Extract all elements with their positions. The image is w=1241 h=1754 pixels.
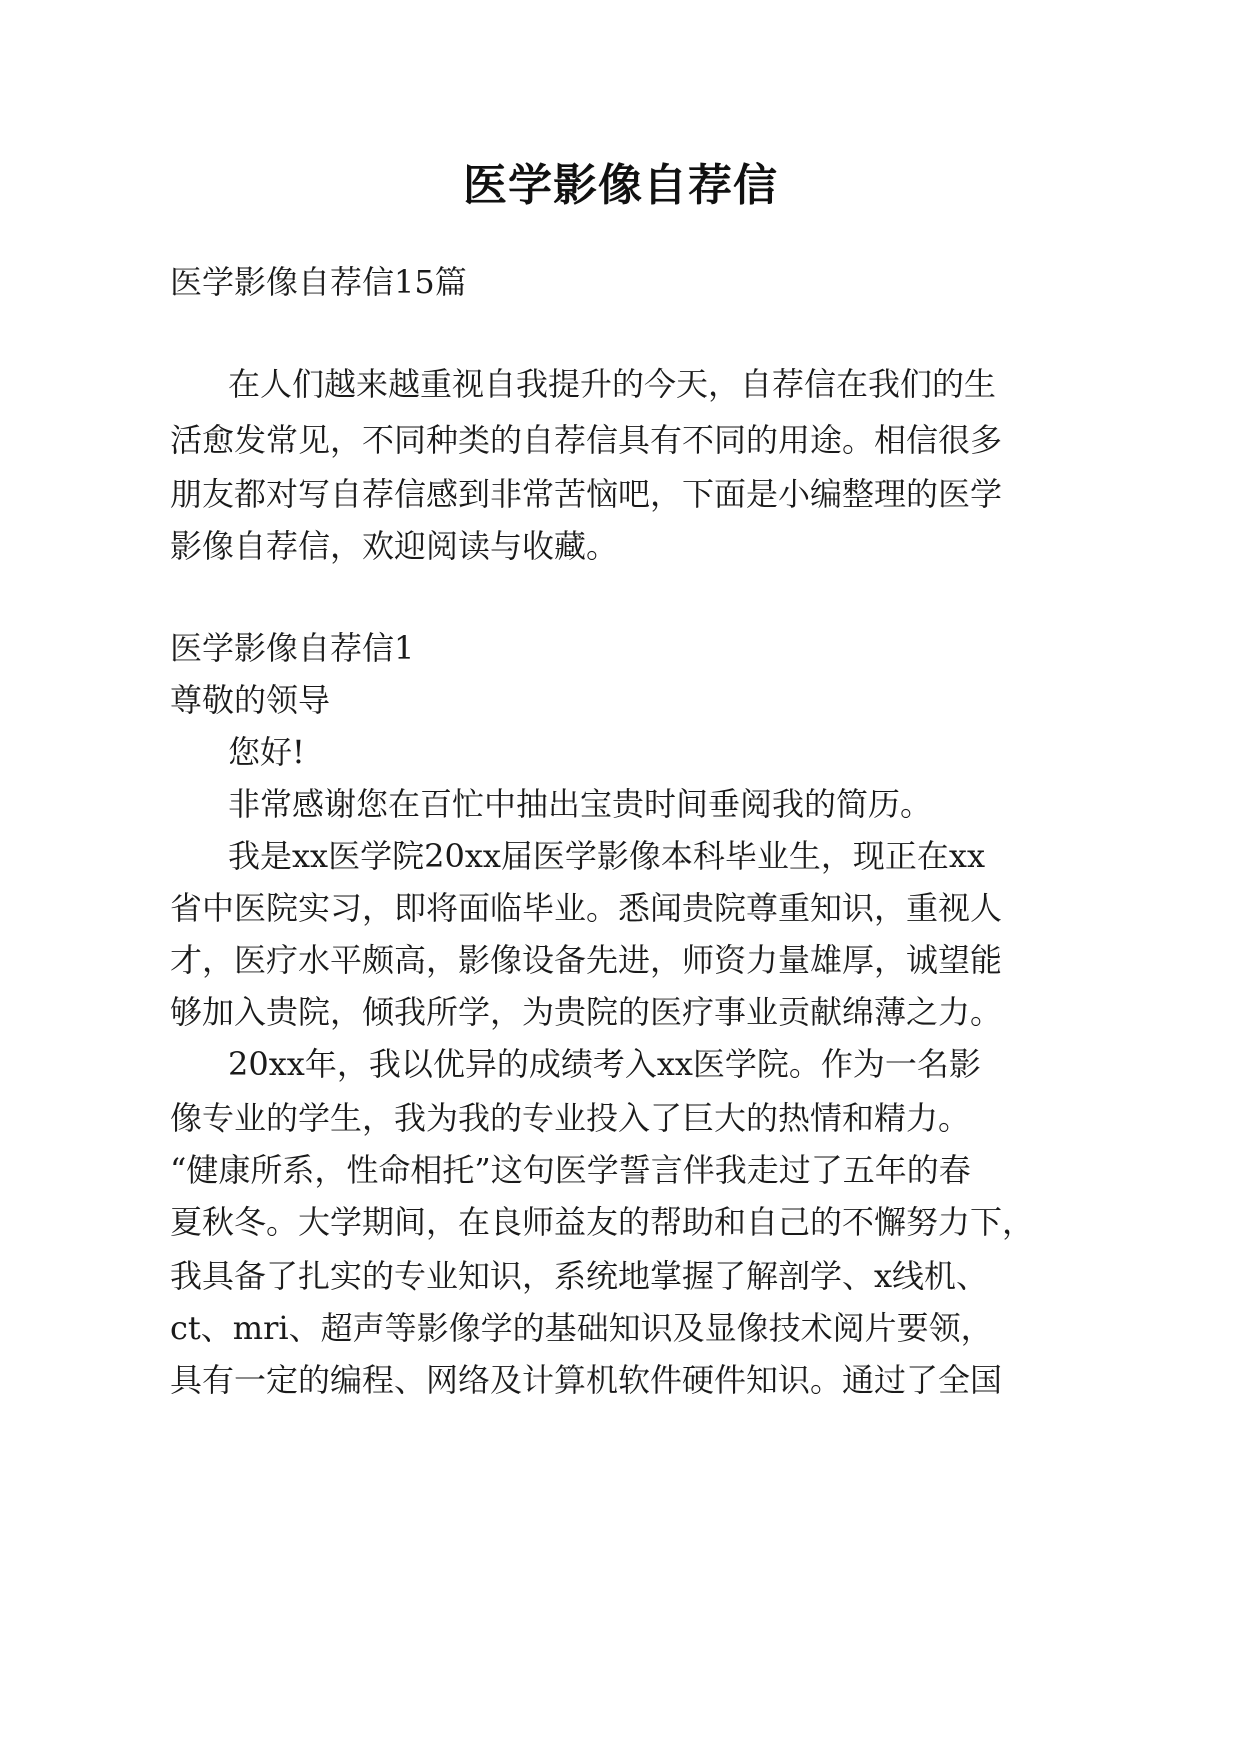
paragraph-line: 20xx年，我以优异的成绩考入xx医学院。作为一名影 [228,1045,981,1083]
paragraph-line: 我是xx医学院20xx届医学影像本科毕业生，现正在xx [228,837,986,875]
letter-heading: 医学影像自荐信1 [170,629,415,667]
intro-line: 在人们越来越重视自我提升的今天，自荐信在我们的生 [228,365,997,403]
paragraph-line: ct、mri、超声等影像学的基础知识及显像技术阅片要领， [170,1309,993,1347]
intro-line: 影像自荐信，欢迎阅读与收藏。 [170,527,619,565]
paragraph-line: 像专业的学生，我为我的专业投入了巨大的热情和精力。 [170,1099,971,1137]
paragraph-line: 夏秋冬。大学期间，在良师益友的帮助和自己的不懈努力下， [170,1203,1035,1241]
paragraph-line: 非常感谢您在百忙中抽出宝贵时间垂阅我的简历。 [228,785,933,823]
paragraph-line: “健康所系，性命相托”这句医学誓言伴我走过了五年的春 [170,1151,971,1189]
paragraph-line: 省中医院实习，即将面临毕业。悉闻贵院尊重知识，重视人 [170,889,1003,927]
intro-line: 朋友都对写自荐信感到非常苦恼吧，下面是小编整理的医学 [170,475,1003,513]
document-subtitle: 医学影像自荐信15篇 [170,263,467,301]
paragraph-line: 够加入贵院，倾我所学，为贵院的医疗事业贡献绵薄之力。 [170,993,1003,1031]
intro-line: 活愈发常见，不同种类的自荐信具有不同的用途。相信很多 [170,421,1003,459]
letter-salutation: 尊敬的领导 [170,681,331,719]
letter-greeting: 您好! [228,733,305,771]
paragraph-line: 具有一定的编程、网络及计算机软件硬件知识。通过了全国 [170,1361,1003,1399]
document-title: 医学影像自荐信 [463,160,778,211]
paragraph-line: 才，医疗水平颇高，影像设备先进，师资力量雄厚，诚望能 [170,941,1003,979]
paragraph-line: 我具备了扎实的专业知识，系统地掌握了解剖学、x线机、 [170,1257,989,1295]
